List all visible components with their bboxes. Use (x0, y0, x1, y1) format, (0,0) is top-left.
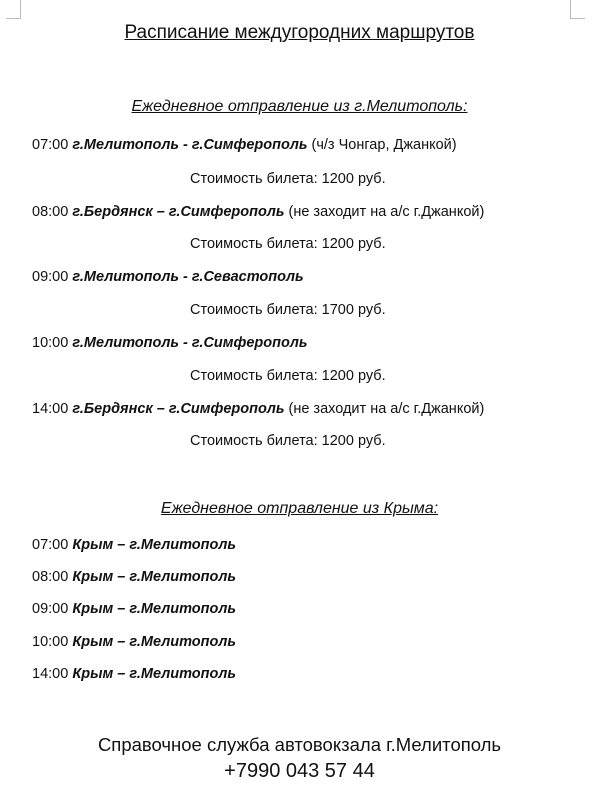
route-row (32, 666, 236, 682)
ticket-price: Стоимость билета: 1700 руб. (190, 302, 386, 318)
page-corner-mark-left (6, 0, 21, 19)
route-row (32, 269, 304, 285)
route-row (32, 601, 236, 617)
route-time: 10:00 (32, 634, 69, 650)
page-title: Расписание междугородних маршрутов (124, 22, 475, 43)
route-time: 07:00 (32, 537, 69, 553)
route-name: Крым – г.Мелитополь (72, 569, 237, 585)
route-row (32, 634, 236, 650)
ticket-price: Стоимость билета: 1200 руб. (190, 433, 386, 449)
route-name: Крым – г.Мелитополь (72, 601, 237, 617)
route-note: (ч/з Чонгар, Джанкой) (311, 137, 457, 153)
page-corner-mark-right (570, 0, 585, 19)
route-name: Крым – г.Мелитополь (72, 537, 237, 553)
route-name: г.Мелитополь - г.Севастополь (72, 269, 304, 285)
route-row (32, 335, 307, 351)
ticket-price: Стоимость билета: 1200 руб. (190, 236, 386, 252)
route-row (32, 401, 484, 417)
route-name: г.Мелитополь - г.Симферополь (72, 335, 308, 351)
route-time: 14:00 (32, 666, 69, 682)
ticket-price: Стоимость билета: 1200 руб. (190, 171, 386, 187)
route-time: 09:00 (32, 601, 69, 617)
route-time: 14:00 (32, 401, 69, 417)
route-name: г.Бердянск – г.Симферополь (72, 204, 285, 220)
route-row (32, 537, 236, 553)
route-name: Крым – г.Мелитополь (72, 634, 237, 650)
route-name: г.Мелитополь - г.Симферополь (72, 137, 308, 153)
section-heading-from-melitopol: Ежедневное отправление из г.Мелитополь: (131, 98, 468, 115)
route-time: 07:00 (32, 137, 69, 153)
info-service-label: Справочное служба автовокзала г.Мелитополь (97, 734, 502, 755)
info-service-phone: +7990 043 57 44 (224, 760, 375, 782)
route-row (32, 137, 457, 153)
route-row (32, 204, 484, 220)
route-note: (не заходит на а/с г.Джанкой) (288, 204, 485, 220)
route-note: (не заходит на а/с г.Джанкой) (288, 401, 485, 417)
route-row (32, 569, 236, 585)
route-name: г.Бердянск – г.Симферополь (72, 401, 285, 417)
route-time: 08:00 (32, 569, 69, 585)
ticket-price: Стоимость билета: 1200 руб. (190, 368, 386, 384)
route-name: Крым – г.Мелитополь (72, 666, 237, 682)
route-time: 09:00 (32, 269, 69, 285)
route-time: 08:00 (32, 204, 69, 220)
route-time: 10:00 (32, 335, 69, 351)
section-heading-from-crimea: Ежедневное отправление из Крыма: (160, 500, 439, 517)
